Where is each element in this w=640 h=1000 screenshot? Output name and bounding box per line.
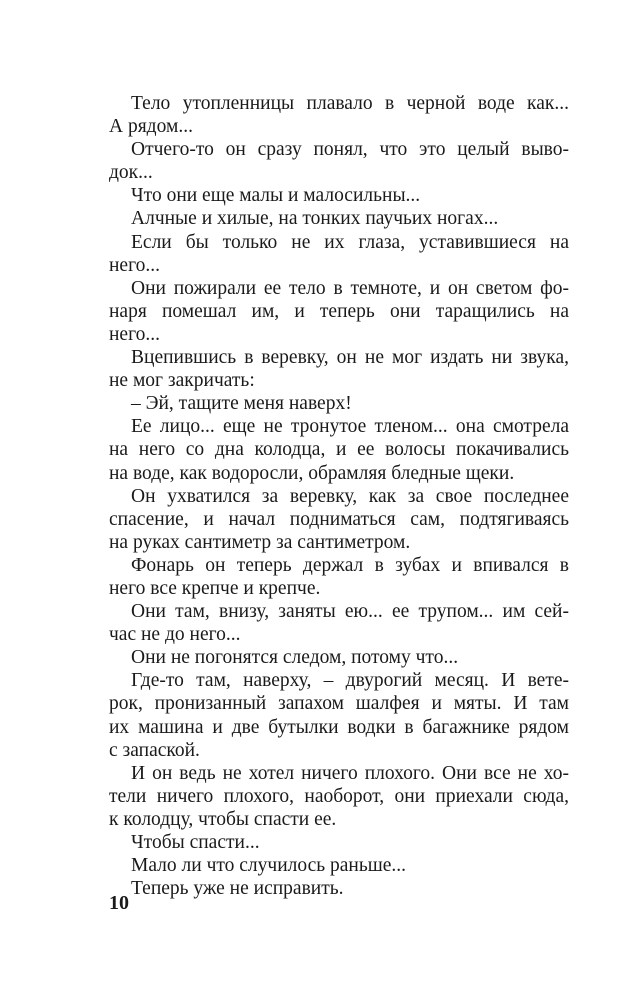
text-line: наря помешал им, и теперь они таращились на xyxy=(109,300,569,322)
text-line: док... xyxy=(109,162,153,184)
text-line: Алчные и хилые, на тонких паучьих ногах... xyxy=(131,208,499,230)
text-line: Они не погонятся следом, потому что... xyxy=(131,647,459,669)
text-line: него... xyxy=(109,254,160,276)
text-line: Он ухватился за веревку, как за свое последнее xyxy=(131,485,569,507)
text-line: Ее лицо... еще не тронутое тленом... она смотрела xyxy=(131,416,569,438)
text-line: Они пожирали ее тело в темноте, и он светом фо- xyxy=(131,277,569,299)
text-line: Фонарь он теперь держал в зубах и впивался в xyxy=(131,554,569,576)
text-line: Что они еще малы и малосильны... xyxy=(131,185,421,207)
text-line: с запаской. xyxy=(109,739,200,761)
text-line: Тело утопленницы плавало в черной воде как... xyxy=(131,93,569,114)
text-line: Если бы только не их глаза, уставившиеся на xyxy=(131,231,569,253)
text-line: – Эй, тащите меня наверх! xyxy=(131,393,352,415)
text-line: А рядом... xyxy=(109,116,193,138)
text-line: Они там, внизу, заняты ею... ее трупом... им сей- xyxy=(131,601,569,623)
text-line: не мог закричать: xyxy=(109,370,255,392)
text-line: него... xyxy=(109,323,160,345)
text-line: И он ведь не хотел ничего плохого. Они все не хо- xyxy=(131,762,569,784)
text-line: час не до него... xyxy=(109,624,241,646)
text-line: их машина и две бутылки водки в багажнике рядом xyxy=(109,716,569,738)
page-number: 10 xyxy=(109,892,129,914)
text-line: на руках сантиметр за сантиметром. xyxy=(109,531,411,553)
text-line: Отчего-то он сразу понял, что это целый выво- xyxy=(131,139,569,161)
body-text xyxy=(109,92,569,900)
text-line: него все крепче и крепче. xyxy=(109,577,321,599)
text-line: на него со дна колодца, и ее волосы покачивались xyxy=(109,439,569,461)
text-line: тели ничего плохого, наоборот, они приехали сюда, xyxy=(109,785,569,807)
text-line: на воде, как водоросли, обрамляя бледные щеки. xyxy=(109,462,515,484)
text-line: Где-то там, наверху, – двурогий месяц. И вете- xyxy=(131,670,569,692)
text-line: Вцепившись в веревку, он не мог издать ни звука, xyxy=(131,347,569,369)
text-line: спасение, и начал подниматься сам, подтягиваясь xyxy=(109,508,569,530)
text-line: Теперь уже не исправить. xyxy=(131,878,344,900)
text-line: Чтобы спасти... xyxy=(131,832,260,853)
text-line: рок, пронизанный запахом шалфея и мяты. И там xyxy=(109,693,569,715)
text-line: Мало ли что случилось раньше... xyxy=(131,855,407,877)
text-line: к колодцу, чтобы спасти ее. xyxy=(109,808,337,830)
